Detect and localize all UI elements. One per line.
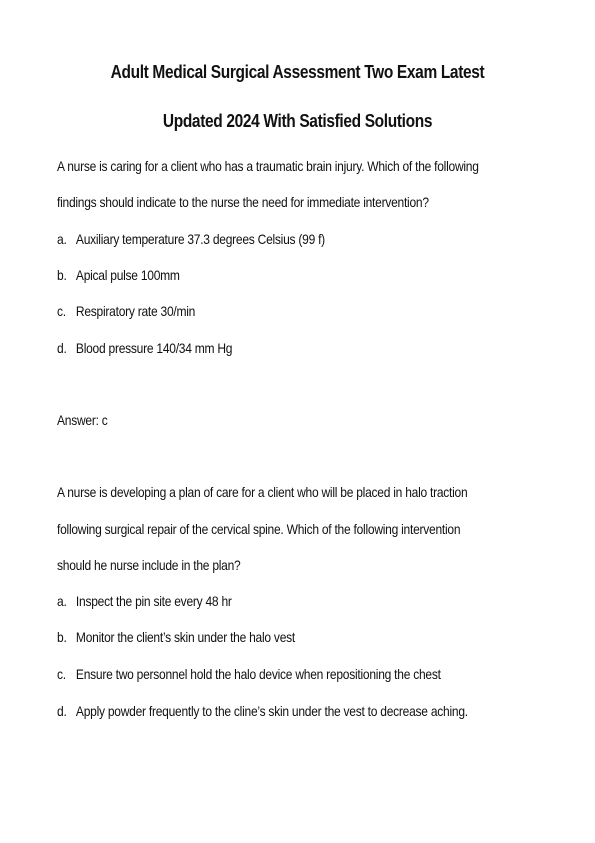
option-text: Blood pressure 140/34 mm Hg	[75, 340, 233, 356]
option-letter: b.	[57, 629, 67, 645]
question-1-text-line-1: A nurse is caring for a client who has a traumatic brain injury. Which of the following	[57, 158, 479, 174]
question-1-option-b	[57, 266, 180, 284]
question-1-option-c	[57, 302, 195, 320]
question-1-option-d	[57, 339, 232, 357]
option-letter: b.	[57, 267, 67, 283]
document-title-line-2: Updated 2024 With Satisfied Solutions	[162, 111, 433, 131]
question-2-option-a	[57, 592, 232, 610]
option-text: Respiratory rate 30/min	[75, 303, 196, 319]
option-letter: d.	[57, 703, 67, 719]
option-text: Auxiliary temperature 37.3 degrees Celsius (99 f)	[75, 231, 325, 247]
option-text: Apical pulse 100mm	[75, 267, 180, 283]
question-1-text-line-2: findings should indicate to the nurse the need for immediate intervention?	[57, 194, 429, 210]
option-text: Inspect the pin site every 48 hr	[75, 593, 232, 609]
question-2-text-line-1: A nurse is developing a plan of care for a client who will be placed in halo traction	[57, 484, 468, 500]
question-1-option-a	[57, 230, 325, 248]
option-letter: d.	[57, 340, 67, 356]
option-letter: a.	[57, 593, 67, 609]
option-text: Apply powder frequently to the cline’s skin under the vest to decrease aching.	[75, 703, 468, 719]
option-letter: a.	[57, 231, 67, 247]
question-2-text-line-2: following surgical repair of the cervical spine. Which of the following intervention	[57, 521, 461, 537]
document-title-line-1: Adult Medical Surgical Assessment Two Exam Latest	[110, 62, 485, 82]
question-2-option-d	[57, 702, 468, 720]
option-letter: c.	[57, 303, 66, 319]
option-text: Ensure two personnel hold the halo device when repositioning the chest	[75, 666, 441, 682]
option-text: Monitor the client’s skin under the halo vest	[75, 629, 295, 645]
option-letter: c.	[57, 666, 66, 682]
question-2-text-line-3: should he nurse include in the plan?	[57, 557, 241, 573]
question-1-answer: Answer: c	[57, 412, 108, 428]
question-2-option-c	[57, 665, 441, 683]
question-2-option-b	[57, 628, 295, 646]
